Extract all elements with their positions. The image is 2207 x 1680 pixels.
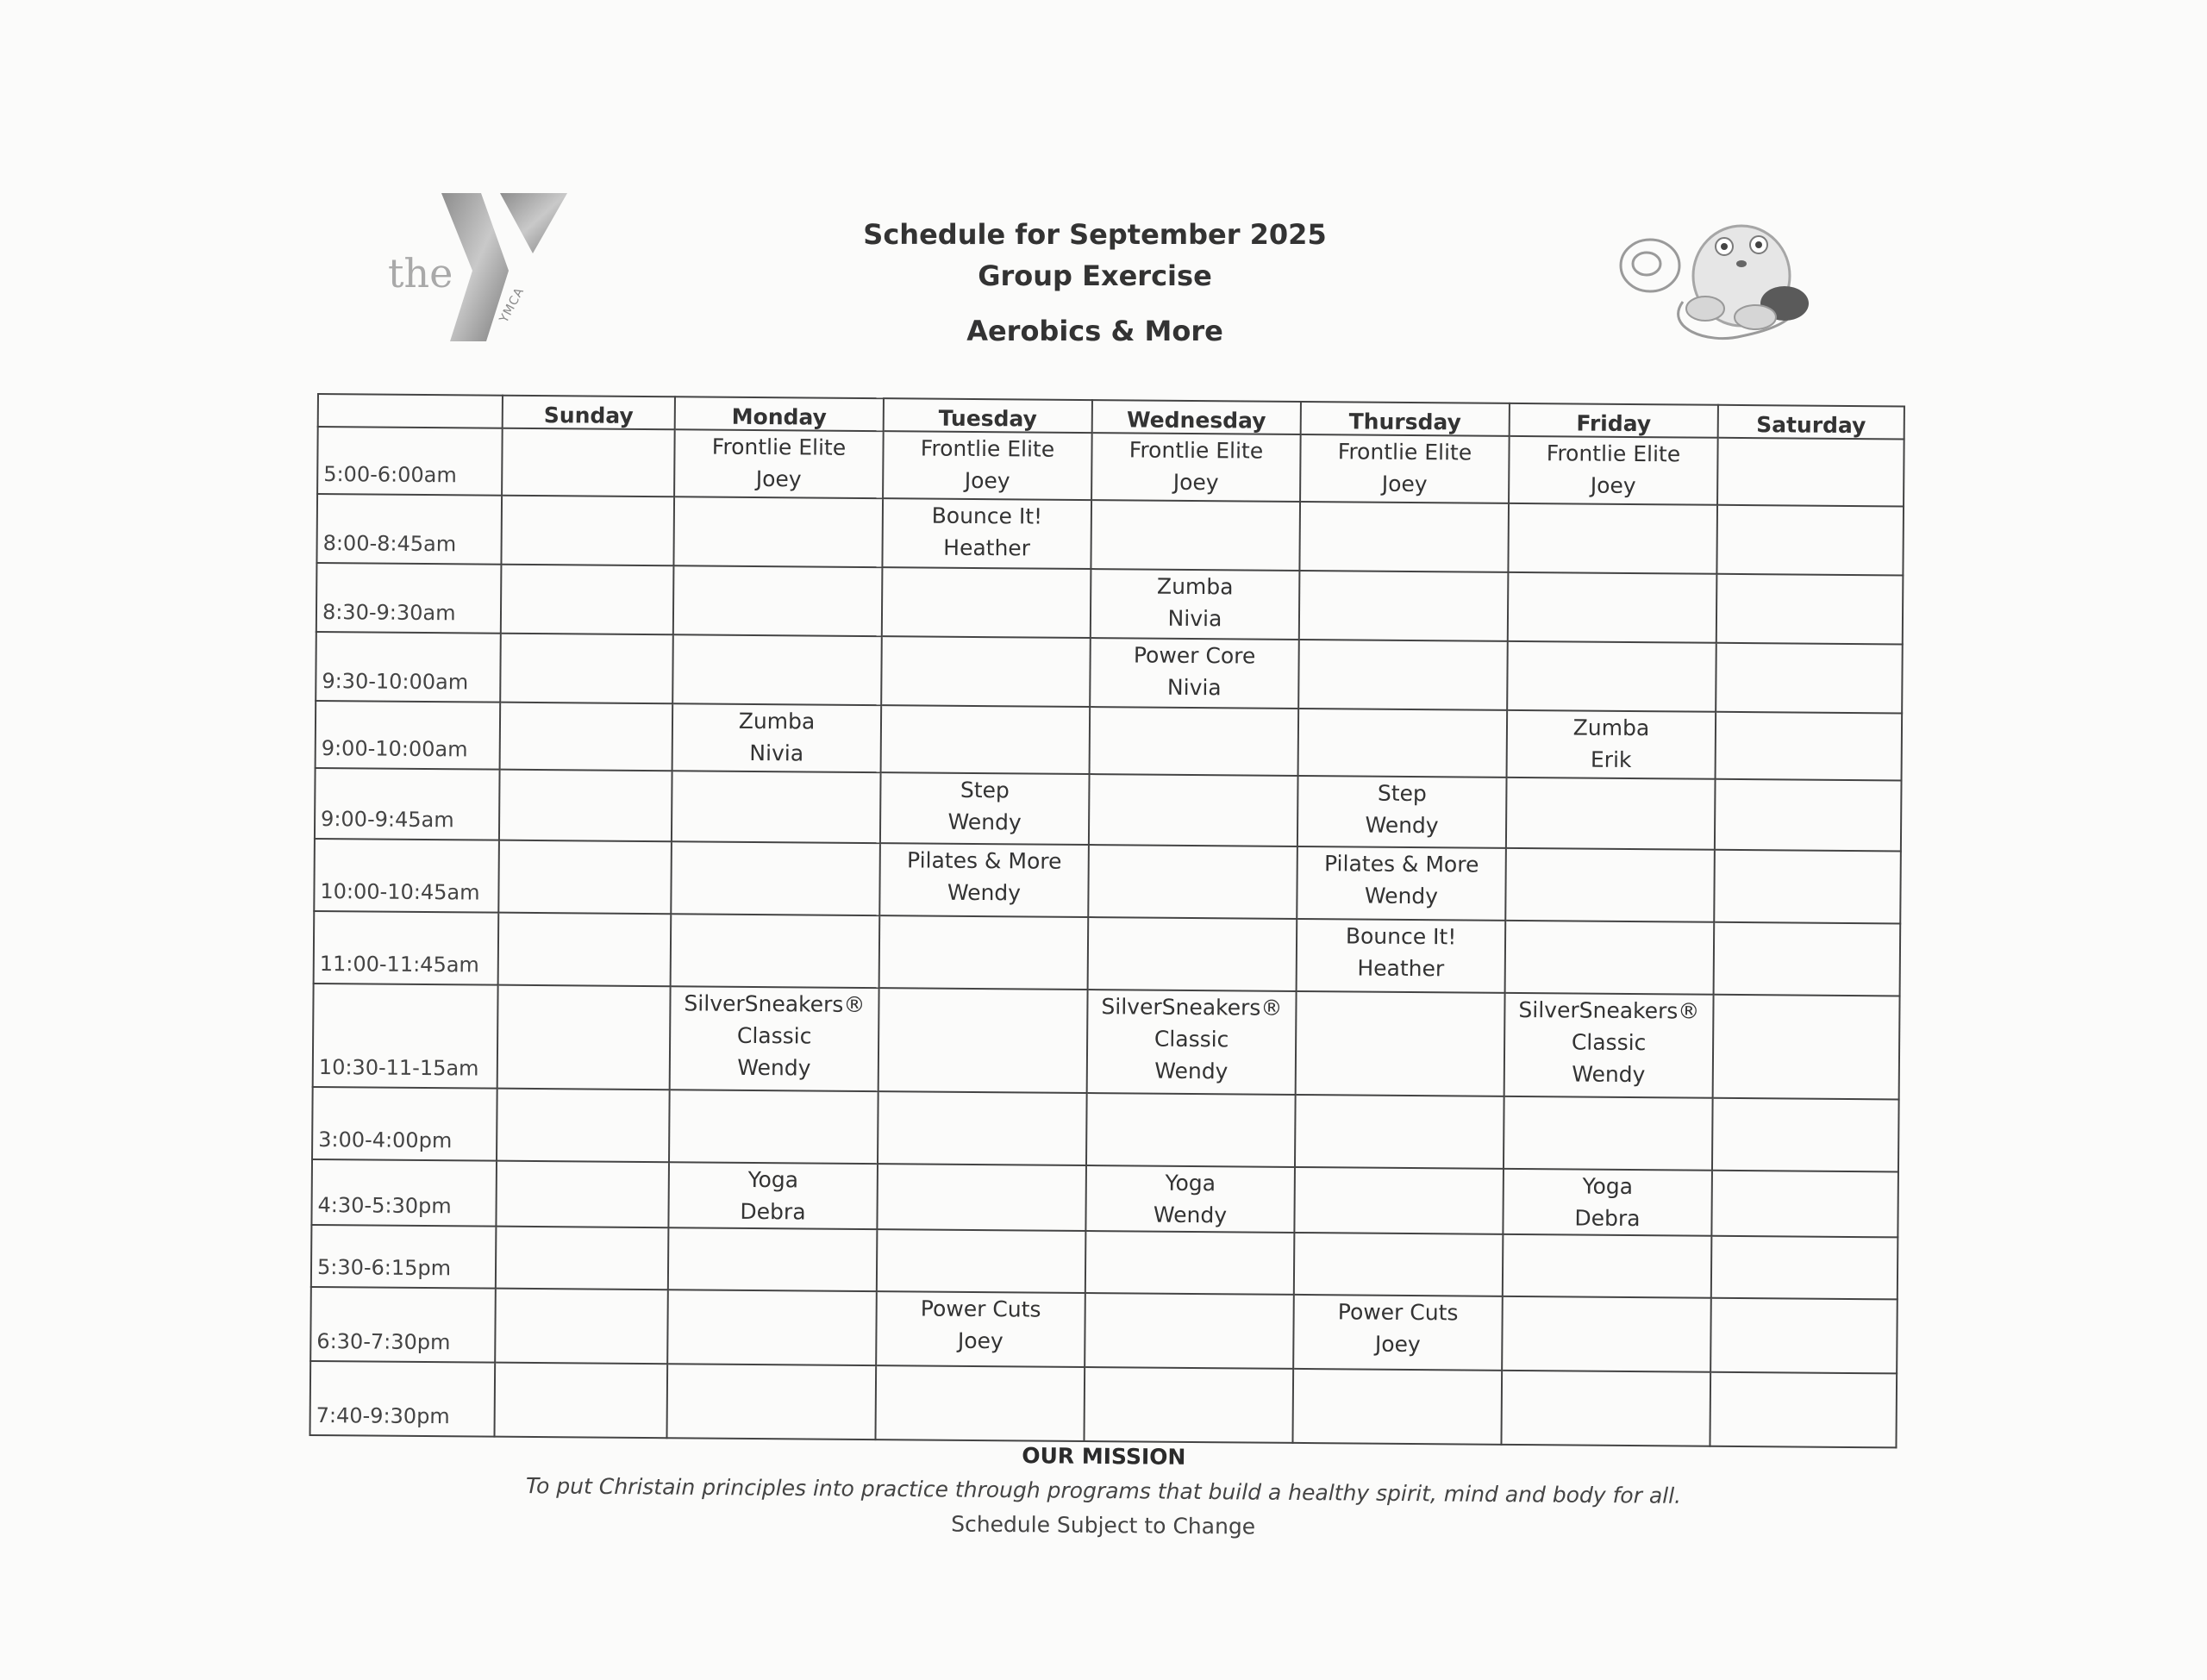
class-cell (1084, 1367, 1293, 1443)
class-cell (1712, 1098, 1899, 1172)
table-row (317, 427, 1904, 506)
mission-heading: OUR MISSION (1022, 1443, 1186, 1470)
instructor-name: Joey (1374, 1331, 1421, 1358)
day-header: Thursday (1301, 402, 1510, 436)
class-cell (1298, 640, 1508, 710)
class-cell (1090, 707, 1299, 776)
time-slot: 5:30-6:15pm (311, 1225, 497, 1289)
class-name: Yoga (1165, 1170, 1216, 1196)
class-cell (500, 634, 673, 704)
class-cell (1710, 1298, 1898, 1374)
class-cell (671, 841, 880, 915)
class-cell (668, 1227, 878, 1291)
class-cell (1297, 919, 1506, 993)
class-cell (670, 986, 879, 1091)
instructor-name: Heather (1357, 955, 1445, 982)
class-cell (672, 634, 882, 705)
class-name: Step (960, 777, 1010, 803)
class-name: Power Core (1133, 642, 1256, 669)
class-cell (882, 567, 1091, 638)
instructor-name: Nivia (1166, 674, 1222, 701)
class-cell (1504, 1096, 1713, 1171)
class-cell (668, 1162, 878, 1229)
class-cell (882, 498, 1091, 569)
class-name: Bounce It! (1345, 923, 1457, 950)
class-cell (1716, 574, 1904, 645)
ymca-logo (379, 188, 586, 352)
class-cell (1715, 779, 1902, 852)
time-slot: 10:30-11-15am (313, 984, 498, 1089)
class-cell (1091, 500, 1300, 571)
class-name: Frontlie Elite (1129, 437, 1264, 464)
table-row (316, 563, 1904, 644)
cartoon-animal-icon (1604, 207, 1819, 353)
class-name: Classic (1154, 1026, 1229, 1052)
class-cell (1714, 850, 1901, 924)
time-slot: 10:00-10:45am (314, 839, 499, 913)
class-cell (1502, 1296, 1711, 1372)
instructor-name: Wendy (737, 1054, 811, 1081)
class-cell (877, 1164, 1086, 1231)
class-cell (1710, 1372, 1897, 1448)
class-cell (1294, 1167, 1504, 1234)
table-row (316, 632, 1903, 713)
mission-statement: To put Christain principles into practice through programs that build a healthy spirit, mind and body for all. (525, 1473, 1682, 1508)
instructor-name: Joey (755, 465, 802, 492)
logo-text-ymca: YMCA (497, 284, 528, 326)
class-cell (1295, 1095, 1504, 1169)
instructor-name: Joey (957, 1327, 1003, 1354)
header (776, 214, 1414, 352)
class-cell (1503, 1234, 1712, 1298)
class-name: Classic (1571, 1029, 1647, 1056)
schedule-table (309, 393, 1904, 1448)
class-cell (881, 705, 1091, 774)
class-cell (1292, 1369, 1502, 1445)
class-name: Yoga (1582, 1173, 1634, 1200)
class-cell (1089, 774, 1298, 846)
class-cell (1085, 1293, 1294, 1369)
day-header: Tuesday (884, 398, 1092, 433)
class-name: Pilates & More (1323, 851, 1479, 877)
class-cell (1508, 503, 1717, 574)
table-row (312, 1087, 1899, 1171)
class-cell (875, 1365, 1085, 1441)
class-cell (666, 1364, 876, 1440)
class-cell (669, 1090, 878, 1164)
class-cell (1717, 438, 1904, 507)
page-subtitle: Group Exercise (978, 259, 1212, 292)
table-row (316, 494, 1904, 575)
instructor-name: Nivia (749, 740, 804, 766)
instructor-name: Wendy (1364, 883, 1439, 909)
class-name: Pilates & More (906, 847, 1062, 874)
class-cell (494, 1363, 667, 1439)
class-cell (1085, 1231, 1295, 1295)
class-cell (1711, 1171, 1898, 1238)
class-cell (673, 497, 883, 567)
time-slot: 5:00-6:00am (317, 427, 503, 496)
class-cell (1505, 921, 1715, 995)
time-slot: 6:30-7:30pm (310, 1287, 496, 1363)
time-slot: 3:00-4:00pm (312, 1087, 497, 1161)
schedule-note: Schedule Subject to Change (951, 1511, 1256, 1539)
table-row (315, 768, 1902, 851)
class-cell (672, 703, 882, 772)
section-title: Aerobics & More (966, 315, 1223, 347)
class-cell (498, 840, 672, 915)
table-row (316, 701, 1903, 780)
class-cell (1716, 712, 1903, 781)
class-cell (1299, 502, 1509, 572)
class-cell (672, 771, 881, 843)
class-cell (1509, 436, 1718, 505)
class-cell (501, 565, 674, 635)
table-row (310, 1287, 1898, 1373)
class-name: Step (1377, 780, 1427, 807)
instructor-name: Debra (740, 1198, 806, 1225)
instructor-name: Joey (1172, 469, 1219, 496)
footer (500, 1434, 1708, 1548)
mascot-illustration (1604, 207, 1819, 353)
class-cell (1296, 991, 1505, 1096)
class-name: SilverSneakers® (1101, 994, 1283, 1021)
table-row (313, 984, 1900, 1099)
class-cell (1508, 572, 1717, 643)
time-slot: 11:00-11:45am (314, 911, 499, 985)
class-cell (878, 988, 1088, 1093)
class-cell (877, 1229, 1086, 1293)
class-cell (1299, 571, 1509, 641)
class-cell (498, 913, 672, 987)
class-cell (673, 565, 883, 636)
instructor-name: Wendy (1365, 812, 1439, 839)
class-cell (1293, 1295, 1503, 1371)
class-cell (1091, 433, 1301, 502)
table-row (311, 1159, 1898, 1237)
class-cell (1294, 1233, 1504, 1296)
class-name: Power Cuts (920, 1296, 1041, 1322)
class-name: SilverSneakers® (684, 990, 866, 1018)
class-cell (1090, 638, 1299, 709)
class-cell (1504, 993, 1714, 1098)
class-name: Frontlie Elite (1337, 439, 1472, 465)
time-slot: 8:00-8:45am (316, 494, 502, 565)
class-cell (496, 1161, 669, 1228)
time-slot: 9:30-10:00am (316, 632, 501, 703)
class-name: Frontlie Elite (920, 435, 1055, 462)
instructor-name: Wendy (947, 809, 1022, 835)
instructor-name: Erik (1590, 746, 1632, 772)
class-name: Frontlie Elite (1546, 440, 1681, 467)
class-cell (880, 772, 1090, 845)
class-cell (1086, 1093, 1296, 1167)
class-cell (496, 1227, 669, 1290)
class-name: Zumba (1156, 573, 1234, 600)
class-cell (497, 1089, 670, 1163)
time-slot: 7:40-9:30pm (310, 1361, 496, 1437)
instructor-name: Joey (1590, 472, 1636, 499)
day-header: Wednesday (1092, 400, 1301, 434)
table-row (314, 839, 1901, 923)
class-cell (1716, 643, 1903, 714)
time-slot: 8:30-9:30am (316, 563, 502, 634)
class-cell (1714, 922, 1901, 996)
day-header: Friday (1510, 403, 1718, 438)
instructor-name: Wendy (1153, 1202, 1228, 1228)
class-cell (674, 429, 884, 498)
class-cell (1507, 641, 1716, 712)
class-cell (671, 914, 880, 988)
class-cell (1507, 710, 1716, 779)
class-cell (1085, 1165, 1295, 1233)
class-cell (1505, 848, 1715, 922)
time-slot: 4:30-5:30pm (311, 1159, 497, 1227)
schedule-body (310, 427, 1904, 1447)
class-cell (1713, 995, 1900, 1100)
class-name: Yoga (747, 1166, 799, 1193)
class-name: Zumba (738, 708, 816, 734)
day-header: Sunday (503, 396, 675, 430)
class-cell (881, 636, 1091, 707)
class-cell (501, 496, 674, 566)
class-cell (883, 431, 1092, 500)
class-cell (1501, 1371, 1710, 1446)
class-name: Classic (736, 1022, 812, 1049)
page-title: Schedule for September 2025 (863, 218, 1327, 251)
class-name: Power Cuts (1337, 1299, 1459, 1326)
class-cell (497, 985, 671, 1090)
instructor-name: Nivia (1167, 605, 1222, 632)
class-cell (1298, 709, 1508, 778)
class-cell (1711, 1236, 1898, 1300)
class-cell (1300, 434, 1510, 503)
class-cell (1297, 846, 1506, 921)
class-cell (1506, 778, 1716, 850)
class-cell (502, 428, 675, 497)
class-name: SilverSneakers® (1518, 996, 1700, 1024)
class-cell (1088, 917, 1297, 991)
class-name: Frontlie Elite (711, 434, 847, 460)
day-header: Saturday (1718, 405, 1904, 440)
class-cell (879, 915, 1089, 990)
class-cell (499, 770, 672, 842)
class-name: Zumba (1572, 715, 1650, 741)
class-cell (1087, 990, 1297, 1095)
instructor-name: Wendy (1572, 1061, 1646, 1088)
class-cell (495, 1289, 668, 1365)
class-cell (1088, 845, 1297, 919)
instructor-name: Debra (1574, 1205, 1641, 1232)
instructor-name: Joey (1381, 471, 1428, 497)
instructor-name: Joey (964, 467, 1010, 494)
instructor-name: Heather (943, 534, 1031, 561)
class-cell (1716, 505, 1904, 576)
class-cell (876, 1291, 1085, 1367)
table-row (314, 911, 1901, 996)
class-cell (1297, 776, 1507, 848)
class-cell (879, 843, 1089, 917)
time-header-cell (318, 394, 503, 428)
class-cell (667, 1290, 877, 1365)
class-cell (1091, 569, 1300, 640)
time-slot: 9:00-10:00am (316, 701, 501, 770)
class-cell (1503, 1169, 1712, 1236)
instructor-name: Wendy (1154, 1058, 1229, 1084)
time-slot: 9:00-9:45am (315, 768, 500, 840)
class-cell (500, 703, 673, 771)
instructor-name: Wendy (947, 879, 1022, 906)
class-cell (878, 1091, 1087, 1165)
class-name: Bounce It! (931, 503, 1043, 529)
day-header: Monday (675, 397, 884, 431)
logo-text-the: the (388, 250, 453, 297)
